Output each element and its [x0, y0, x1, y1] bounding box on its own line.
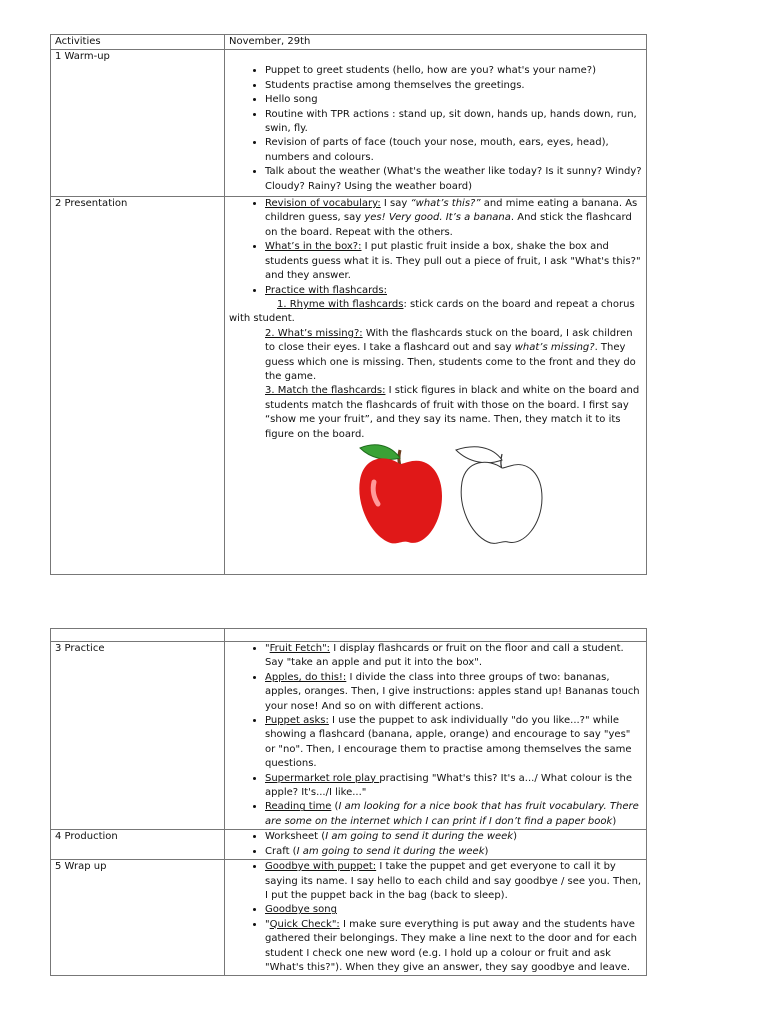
- presentation-list: [229, 197, 642, 298]
- production-label: 4 Production: [51, 830, 225, 860]
- text: ): [484, 845, 489, 857]
- list-item: [265, 284, 642, 298]
- text: I stick figures in black and white on the board and students match the flashcards of fruit with those on the board. I first say “show me your fruit”, and they say its name. Then, they match it to its figure on the board.: [265, 385, 640, 440]
- practice-label: 3 Practice: [51, 642, 225, 830]
- text: Puppet asks:: [265, 715, 329, 727]
- text: I take the puppet and get everyone to call it by saying its name. I say hello to each child and say goodbye / see you. Then, I put the puppet back in the bag (back to sleep).: [265, 861, 642, 901]
- text: Craft (: [265, 845, 297, 857]
- list-item: • Hello song: [265, 93, 642, 107]
- text: Goodbye song: [265, 904, 337, 916]
- text: I am looking for a nice book that has fruit vocabulary. There are some on the internet which I can print if I don’t find a paper book: [265, 801, 639, 827]
- practice-row: [51, 642, 647, 830]
- text: . And stick the flashcard on the board. Repeat with the others.: [265, 212, 632, 238]
- text: practising "What's this? It's a.../ What colour is the apple? It's.../I like...": [265, 772, 633, 799]
- empty-header-row: [51, 629, 647, 642]
- text: I make sure everything is put away and the students have gathered their belongings. They make a line next to the door and for each student I check one new word (e.g. I hold up a colour or fruit and ask "What's this?"). When they give an answer, they say goodbye and leave.: [265, 918, 637, 973]
- match-step: [229, 384, 642, 442]
- text: I display flashcards or fruit on the floor and call a student. Say "take an apple and put it into the box".: [265, 643, 624, 669]
- text: What’s in the box?:: [265, 241, 362, 253]
- list-item: • Routine with TPR actions : stand up, sit down, hands up, hands down, run, swin, fly.: [265, 108, 642, 137]
- apples-illustration: [352, 438, 552, 550]
- text: I say: [380, 198, 411, 210]
- list-item: • Talk about the weather (What's the weather like today? Is it sunny? Windy? Cloudy? Rainy? Using the weather board): [265, 165, 642, 194]
- missing-step: [229, 327, 642, 385]
- text: ): [513, 831, 518, 843]
- list-item: [265, 903, 642, 917]
- practice-content: [225, 642, 647, 830]
- production-content: [225, 830, 647, 860]
- warmup-label: 1 Warm-up: [51, 50, 225, 197]
- rhyme-step: [229, 298, 642, 327]
- text: 2. What’s missing?:: [265, 327, 363, 339]
- list-item: • Puppet to greet students (hello, how are you? what's your name?): [265, 64, 642, 78]
- list-item: [265, 830, 642, 844]
- presentation-label: 2 Presentation: [51, 197, 225, 575]
- list-item: [265, 197, 642, 240]
- empty-cell: [51, 629, 225, 642]
- warmup-row: [51, 50, 647, 197]
- lesson-table-1: [50, 34, 647, 575]
- text: and mime eating a banana. As children guess, say: [265, 198, 638, 224]
- red-apple-icon: [359, 445, 442, 544]
- outline-apple-icon: [456, 447, 542, 544]
- header-date: November, 29th: [225, 35, 647, 50]
- list-item: [265, 714, 642, 772]
- wrapup-content: [225, 860, 647, 976]
- text: ): [612, 815, 617, 827]
- list-item: [265, 800, 642, 829]
- warmup-content: [225, 50, 647, 197]
- text: 3. Match the flashcards:: [265, 385, 386, 397]
- text: Goodbye with puppet:: [265, 861, 377, 873]
- production-list: [229, 830, 642, 859]
- text: Reading time: [265, 801, 332, 813]
- text: With the flashcards stuck on the board, I ask children to close their eyes. I take a flashcard out and say: [265, 327, 633, 354]
- empty-cell: [225, 629, 647, 642]
- text: “what’s this?”: [410, 198, 481, 210]
- revision-link-text: Revision of vocabulary:: [265, 198, 381, 210]
- text: I am going to send it during the week: [296, 845, 485, 857]
- text: 1. Rhyme with flashcards: [277, 298, 404, 310]
- wrapup-label: 5 Wrap up: [51, 860, 225, 976]
- list-item: • Revision of parts of face (touch your nose, mouth, ears, eyes, head), numbers and colours.: [265, 136, 642, 165]
- text: Supermarket role play: [265, 772, 380, 784]
- wrapup-row: [51, 860, 647, 976]
- text: Apples, do this!:: [265, 671, 347, 683]
- text: ": [265, 643, 270, 654]
- presentation-row: [51, 197, 647, 575]
- list-item: • Students practise among themselves the greetings.: [265, 79, 642, 93]
- text: I use the puppet to ask individually "do you like...?" while showing a flashcard (banana, apple, orange) and encourage to say "yes" or "no". Then, I encourage them to practise among themselves the same questions.: [265, 715, 632, 770]
- list-item: [265, 845, 642, 859]
- list-item: [265, 671, 642, 714]
- practice-list: [229, 642, 642, 829]
- header-activities: Activities: [51, 35, 225, 50]
- text: what’s missing?: [514, 342, 595, 354]
- text: Fruit Fetch":: [269, 643, 331, 654]
- text: I put plastic fruit inside a box, shake the box and students guess what it is. They pull out a piece of fruit, I ask "What's this?" and they answer.: [265, 241, 641, 282]
- wrapup-list: [229, 860, 642, 975]
- text: Practice with flashcards:: [265, 284, 387, 296]
- text: : stick cards on the board and repeat a chorus with student.: [229, 298, 635, 325]
- list-item: [265, 860, 642, 903]
- warmup-list: [229, 64, 642, 194]
- text: Worksheet (: [265, 831, 326, 843]
- production-row: [51, 830, 647, 860]
- text: I divide the class into three groups of two: bananas, apples, oranges. Then, I give instructions: apples stand up! Bananas touch your nose! And so on with different actions.: [265, 671, 640, 712]
- list-item: [265, 642, 642, 671]
- text: ": [265, 918, 270, 930]
- text: (: [331, 801, 339, 813]
- list-item: [265, 918, 642, 976]
- lesson-table-2: [50, 628, 647, 976]
- text: yes! Very good. It’s a banana: [364, 212, 511, 224]
- list-item: [265, 240, 642, 283]
- text: . They guess which one is missing. Then, students come to the front and they do the game.: [265, 342, 636, 382]
- text: Quick Check":: [269, 918, 340, 930]
- text: I am going to send it during the week: [325, 831, 514, 843]
- list-item: [265, 772, 642, 801]
- header-row: [51, 35, 647, 50]
